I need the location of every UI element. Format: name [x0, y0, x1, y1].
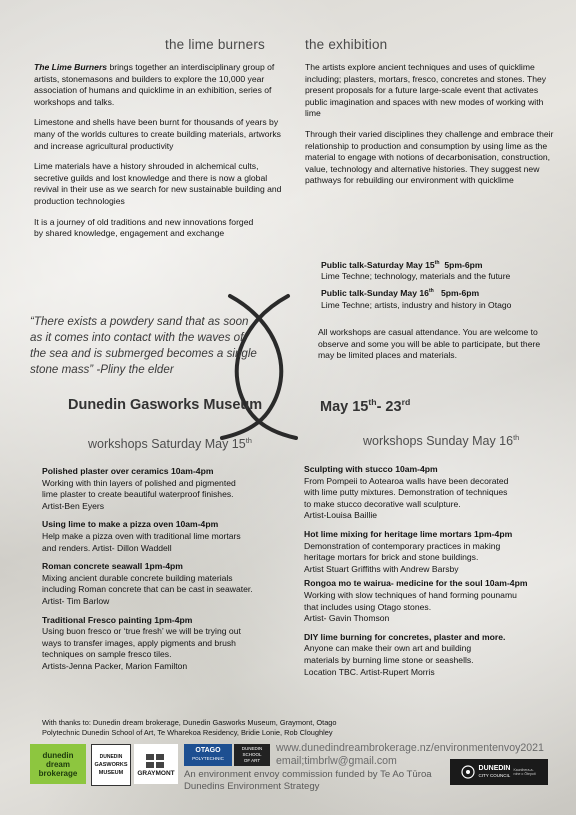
- dunedin-city-council-logo: DUNEDIN CITY COUNCIL Kaunihera-a-rohe o Ōtepoti: [450, 759, 548, 785]
- workshop-line: including Roman concrete that can be cast in seawater.: [42, 584, 253, 595]
- workshop-item: [42, 615, 297, 673]
- workshop-line: Artist-Ben Eyers: [42, 500, 105, 511]
- workshop-line: materials by burning lime stone or seashells.: [304, 654, 474, 665]
- workshop-line: with lime putty mixtures. Demonstration of techniques: [304, 487, 508, 498]
- workshop-line: Artist- Gavin Thomson: [304, 613, 390, 624]
- workshop-line: Working with thin layers of polished and pigmented: [42, 477, 236, 488]
- workshop-line: Mixing ancient durable concrete building materials: [42, 572, 233, 583]
- quote-line: the sea and is submerged becomes a single: [30, 347, 257, 360]
- talk-subtitle: Lime Techne; artists, industry and history in Otago: [321, 299, 512, 310]
- dunedin-school-of-art-logo: DUNEDIN SCHOOL OF ART: [234, 744, 270, 766]
- workshop-line: and renders. Artist- Dillon Waddell: [42, 542, 172, 553]
- workshop-item: [304, 464, 566, 522]
- funding-line: An environment envoy commission funded by Te Ao Tūroa: [184, 769, 432, 780]
- thanks-text: [42, 718, 372, 738]
- event-dates: May 15th- 23rd: [320, 397, 411, 415]
- sunday-workshops-heading: workshops Sunday May 16th: [363, 433, 520, 449]
- workshop-item: [42, 561, 297, 607]
- workshop-item: [304, 632, 566, 678]
- thanks-line: Polytechnic Dunedin School of Art, Te Wharekoa Residency, Bridie Lonie, Rob Cloughley: [42, 728, 333, 737]
- limestone-paragraph: Limestone and shells have been burnt for thousands of years by many of the worlds cultures to create building materials, artworks and increase agricultural productivity: [34, 117, 281, 151]
- quote-line: stone mass” -Pliny the elder: [30, 363, 174, 376]
- talk-title: Public talk-Sunday May 16th 5pm-6pm: [321, 287, 480, 298]
- exhibition-heading: the exhibition: [305, 37, 388, 52]
- otago-polytechnic-logo: OTAGO POLYTECHNIC: [184, 744, 232, 766]
- exhibition-paragraph: The artists explore ancient techniques and uses of quicklime including; plasters, mortars, fresco, concretes and stones. They present proposals for a future large-scale event that activates public imagination and spaces with new modes of working with lime: [305, 62, 547, 119]
- workshop-line: techniques on sample fresco tiles.: [42, 649, 172, 660]
- workshop-line: Artist Stuart Griffiths with Andrew Barsby: [304, 563, 459, 574]
- attendance-paragraph: All workshops are casual attendance. You are welcome to observe and some you will be able to participate, but there may be limited places and materials.: [318, 327, 541, 361]
- saturday-workshops-list: [42, 466, 297, 680]
- workshop-line: Artist-Louisa Baillie: [304, 510, 378, 521]
- workshop-title: Sculpting with stucco 10am-4pm: [304, 464, 438, 474]
- graymont-mark-icon: [144, 752, 168, 770]
- workshop-line: Using buon fresco or ‘true fresh’ we will be trying out: [42, 626, 241, 637]
- workshop-line: ways to transfer images, apply pigments and brush: [42, 637, 236, 648]
- thanks-line: With thanks to: Dunedin dream brokerage, Dunedin Gasworks Museum, Graymont, Otago: [42, 718, 337, 727]
- workshop-item: [42, 466, 297, 512]
- website-link[interactable]: www.dunedindreambrokerage.nz/environmentenvoy2021: [276, 742, 544, 754]
- intro-text: brings together an interdisciplinary group of artists, stonemasons and builders to explore the 10,000 year association of humans and quicklime in an exhibition, series of workshops and talks.: [34, 62, 275, 107]
- talk-title: Public talk-Saturday May 15th 5pm-6pm: [321, 259, 483, 270]
- workshop-line: Artists-Jenna Packer, Marion Familton: [42, 660, 188, 671]
- workshop-title: Traditional Fresco painting 1pm-4pm: [42, 614, 193, 625]
- project-name: The Lime Burners: [34, 62, 108, 72]
- email-link[interactable]: email;timbrlw@gmail.com: [276, 755, 397, 767]
- quote-line: as it comes into contact with the waves of: [30, 331, 244, 344]
- funding-line: Dunedins Environment Strategy: [184, 781, 320, 792]
- workshop-line: Demonstration of contemporary practices in making: [304, 540, 501, 551]
- workshop-line: to make stucco decorative wall sculpture.: [304, 498, 461, 509]
- workshop-title: Polished plaster over ceramics 10am-4pm: [42, 466, 214, 476]
- history-paragraph: Lime materials have a history shrouded in alchemical cults, secretive guilds and lost knowledge and there is now a global revival in their use as we search for new sustainable building and production technologies: [34, 161, 282, 206]
- disciplines-paragraph: Through their varied disciplines they challenge and embrace their relationship to production and consumption by using lime as the material to engage with notions of decarbonisation, construction, value, technology and alternative histories. They suggest new pathways for rebuilding our environment with quicklime: [305, 128, 554, 186]
- workshop-line: lime plaster to create beautiful waterproof finishes.: [42, 489, 234, 500]
- quote-line: “There exists a powdery sand that as soon: [30, 315, 249, 328]
- lime-burners-heading: the lime burners: [165, 37, 265, 52]
- saturday-workshops-heading: workshops Saturday May 15th: [88, 436, 252, 452]
- workshop-line: heritage mortars for brick and stone buildings.: [304, 552, 479, 563]
- workshop-title: Using lime to make a pizza oven 10am-4pm: [42, 519, 219, 530]
- journey-paragraph: It is a journey of old traditions and new innovations forged by shared knowledge, engagement and exchange: [34, 216, 254, 239]
- pliny-quote: [30, 314, 280, 378]
- workshop-title: Roman concrete seawall 1pm-4pm: [42, 561, 183, 572]
- workshop-line: From Pompeii to Aotearoa walls have been decorated: [304, 475, 509, 486]
- workshop-line: Artist- Tim Barlow: [42, 595, 110, 606]
- workshop-item: [304, 529, 566, 575]
- workshop-title: DIY lime burning for concretes, plaster and more.: [304, 631, 506, 642]
- workshop-item: [304, 578, 566, 624]
- venue-name: Dunedin Gasworks Museum: [68, 397, 263, 413]
- workshop-line: Location TBC. Artist-Rupert Morris: [304, 666, 435, 677]
- workshop-title: Hot lime mixing for heritage lime mortars 1pm-4pm: [304, 528, 513, 539]
- workshop-line: that includes using Otago stones.: [304, 601, 432, 612]
- left-column: [34, 62, 282, 240]
- right-column: [305, 62, 555, 187]
- talk-subtitle: Lime Techne; technology, materials and the future: [321, 271, 511, 282]
- workshop-title: Rongoa mo te wairua- medicine for the soul 10am-4pm: [304, 578, 528, 589]
- workshop-line: Anyone can make their own art and building: [304, 643, 472, 654]
- dunedin-dream-brokerage-logo: dunedin dream brokerage: [30, 744, 86, 784]
- workshop-item: [42, 519, 297, 554]
- gasworks-museum-logo: DUNEDIN GASWORKS MUSEUM: [91, 744, 131, 786]
- sunday-workshops-list: [304, 464, 566, 685]
- public-talks: [321, 258, 561, 314]
- graymont-logo: GRAYMONT: [134, 744, 178, 784]
- intro-paragraph: [34, 62, 282, 108]
- dcc-crest-icon: [461, 765, 475, 779]
- workshop-line: Working with slow techniques of hand forming pounamu: [304, 589, 517, 600]
- workshop-line: Help make a pizza oven with traditional lime mortars: [42, 530, 241, 541]
